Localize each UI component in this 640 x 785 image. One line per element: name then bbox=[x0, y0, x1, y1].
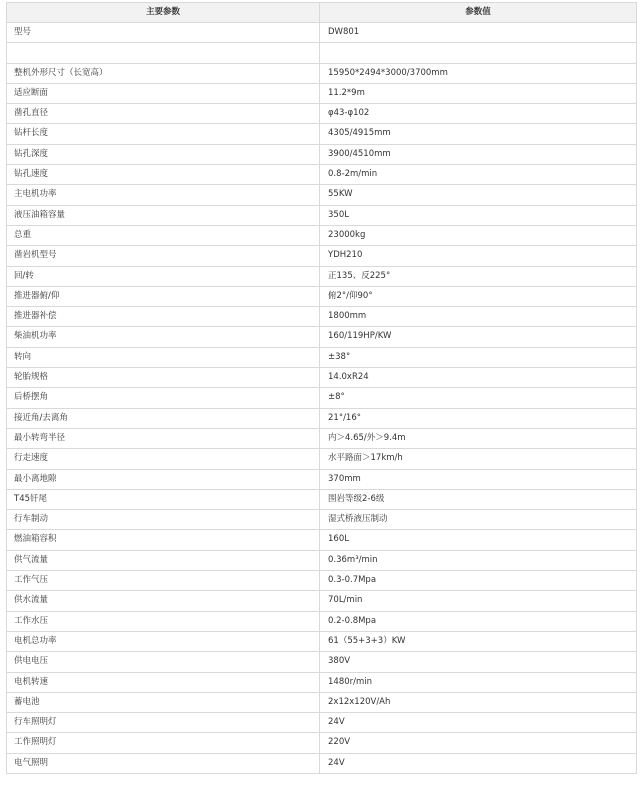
param-name-cell: 钻孔速度 bbox=[7, 165, 320, 185]
param-name-cell: 凿岩机型号 bbox=[7, 246, 320, 266]
param-name-cell: 钻杆长度 bbox=[7, 124, 320, 144]
table-row bbox=[7, 611, 637, 631]
table-row bbox=[7, 307, 637, 327]
param-value-cell: 24V bbox=[320, 713, 637, 733]
table-row bbox=[7, 246, 637, 266]
param-name-cell: 最小转弯半径 bbox=[7, 428, 320, 448]
param-value-cell: 11.2*9m bbox=[320, 83, 637, 103]
param-value-cell: 70L/min bbox=[320, 591, 637, 611]
param-name-cell: 电气照明 bbox=[7, 753, 320, 773]
param-name-cell: 柴油机功率 bbox=[7, 327, 320, 347]
param-value-cell: DW801 bbox=[320, 23, 637, 43]
table-row bbox=[7, 23, 637, 43]
param-name-cell: 型号 bbox=[7, 23, 320, 43]
table-row bbox=[7, 368, 637, 388]
table-row bbox=[7, 144, 637, 164]
table-row bbox=[7, 347, 637, 367]
header-param-name: 主要参数 bbox=[7, 3, 320, 23]
param-name-cell: 供水流量 bbox=[7, 591, 320, 611]
param-value-cell: 23000kg bbox=[320, 225, 637, 245]
table-row bbox=[7, 388, 637, 408]
param-name-cell: T45钎尾 bbox=[7, 489, 320, 509]
table-row bbox=[7, 266, 637, 286]
param-name-cell: 工作水压 bbox=[7, 611, 320, 631]
param-value-cell: 14.0xR24 bbox=[320, 368, 637, 388]
table-row bbox=[7, 489, 637, 509]
param-name-cell: 工作照明灯 bbox=[7, 733, 320, 753]
table-row bbox=[7, 408, 637, 428]
table-row bbox=[7, 327, 637, 347]
table-row bbox=[7, 631, 637, 651]
param-value-cell: 160L bbox=[320, 530, 637, 550]
param-name-cell: 推进器补偿 bbox=[7, 307, 320, 327]
param-name-cell bbox=[7, 43, 320, 63]
param-name-cell: 转向 bbox=[7, 347, 320, 367]
param-value-cell: 160/119HP/KW bbox=[320, 327, 637, 347]
table-row bbox=[7, 428, 637, 448]
table-row bbox=[7, 550, 637, 570]
table-row bbox=[7, 225, 637, 245]
param-name-cell: 轮胎规格 bbox=[7, 368, 320, 388]
param-value-cell: 55KW bbox=[320, 185, 637, 205]
table-row bbox=[7, 104, 637, 124]
param-name-cell: 燃油箱容积 bbox=[7, 530, 320, 550]
param-name-cell: 供电电压 bbox=[7, 652, 320, 672]
param-value-cell: 0.36m³/min bbox=[320, 550, 637, 570]
header-param-value: 参数值 bbox=[320, 3, 637, 23]
param-value-cell: ±38° bbox=[320, 347, 637, 367]
param-name-cell: 主电机功率 bbox=[7, 185, 320, 205]
param-name-cell: 后桥摆角 bbox=[7, 388, 320, 408]
table-row bbox=[7, 63, 637, 83]
param-value-cell: 1480r/min bbox=[320, 672, 637, 692]
param-value-cell: 2x12x120V/Ah bbox=[320, 692, 637, 712]
table-row bbox=[7, 43, 637, 63]
table-row bbox=[7, 571, 637, 591]
table-row bbox=[7, 692, 637, 712]
table-row bbox=[7, 652, 637, 672]
table-row bbox=[7, 165, 637, 185]
spec-table bbox=[6, 2, 637, 774]
param-value-cell: 围岩等级2-6级 bbox=[320, 489, 637, 509]
param-value-cell: 61（55+3+3）KW bbox=[320, 631, 637, 651]
param-name-cell: 接近角/去离角 bbox=[7, 408, 320, 428]
param-name-cell: 整机外形尺寸（长宽高） bbox=[7, 63, 320, 83]
param-value-cell: 15950*2494*3000/3700mm bbox=[320, 63, 637, 83]
param-name-cell: 供气流量 bbox=[7, 550, 320, 570]
table-row bbox=[7, 591, 637, 611]
param-value-cell: 21°/16° bbox=[320, 408, 637, 428]
param-name-cell: 回/转 bbox=[7, 266, 320, 286]
spec-table-container bbox=[6, 2, 636, 774]
param-value-cell: φ43-φ102 bbox=[320, 104, 637, 124]
param-value-cell: YDH210 bbox=[320, 246, 637, 266]
table-row bbox=[7, 449, 637, 469]
param-value-cell: 0.8-2m/min bbox=[320, 165, 637, 185]
param-value-cell: 4305/4915mm bbox=[320, 124, 637, 144]
table-row bbox=[7, 185, 637, 205]
param-value-cell: 0.2-0.8Mpa bbox=[320, 611, 637, 631]
param-value-cell: 3900/4510mm bbox=[320, 144, 637, 164]
param-name-cell: 行车制动 bbox=[7, 510, 320, 530]
table-row bbox=[7, 530, 637, 550]
param-name-cell: 行走速度 bbox=[7, 449, 320, 469]
param-name-cell: 适应断面 bbox=[7, 83, 320, 103]
table-row bbox=[7, 733, 637, 753]
table-row bbox=[7, 286, 637, 306]
param-name-cell: 总重 bbox=[7, 225, 320, 245]
table-row bbox=[7, 124, 637, 144]
table-row bbox=[7, 672, 637, 692]
param-value-cell: 0.3-0.7Mpa bbox=[320, 571, 637, 591]
param-value-cell: 220V bbox=[320, 733, 637, 753]
table-header-row bbox=[7, 3, 637, 23]
param-name-cell: 工作气压 bbox=[7, 571, 320, 591]
table-row bbox=[7, 83, 637, 103]
param-name-cell: 钻孔深度 bbox=[7, 144, 320, 164]
param-name-cell: 凿孔直径 bbox=[7, 104, 320, 124]
param-name-cell: 蓄电池 bbox=[7, 692, 320, 712]
param-value-cell: 350L bbox=[320, 205, 637, 225]
table-row bbox=[7, 753, 637, 773]
param-value-cell: 1800mm bbox=[320, 307, 637, 327]
param-name-cell: 推进器俯/仰 bbox=[7, 286, 320, 306]
param-value-cell bbox=[320, 43, 637, 63]
table-row bbox=[7, 469, 637, 489]
param-value-cell: 俯2°/仰90° bbox=[320, 286, 637, 306]
table-row bbox=[7, 510, 637, 530]
param-name-cell: 电机转速 bbox=[7, 672, 320, 692]
param-value-cell: 正135、反225° bbox=[320, 266, 637, 286]
param-name-cell: 液压油箱容量 bbox=[7, 205, 320, 225]
param-value-cell: 370mm bbox=[320, 469, 637, 489]
param-value-cell: ±8° bbox=[320, 388, 637, 408]
param-value-cell: 湿式桥液压制动 bbox=[320, 510, 637, 530]
param-value-cell: 内＞4.65/外＞9.4m bbox=[320, 428, 637, 448]
param-value-cell: 24V bbox=[320, 753, 637, 773]
table-body bbox=[7, 23, 637, 774]
param-value-cell: 380V bbox=[320, 652, 637, 672]
param-name-cell: 电机总功率 bbox=[7, 631, 320, 651]
param-name-cell: 行车照明灯 bbox=[7, 713, 320, 733]
param-value-cell: 水平路面＞17km/h bbox=[320, 449, 637, 469]
param-name-cell: 最小离地隙 bbox=[7, 469, 320, 489]
table-row bbox=[7, 205, 637, 225]
table-row bbox=[7, 713, 637, 733]
